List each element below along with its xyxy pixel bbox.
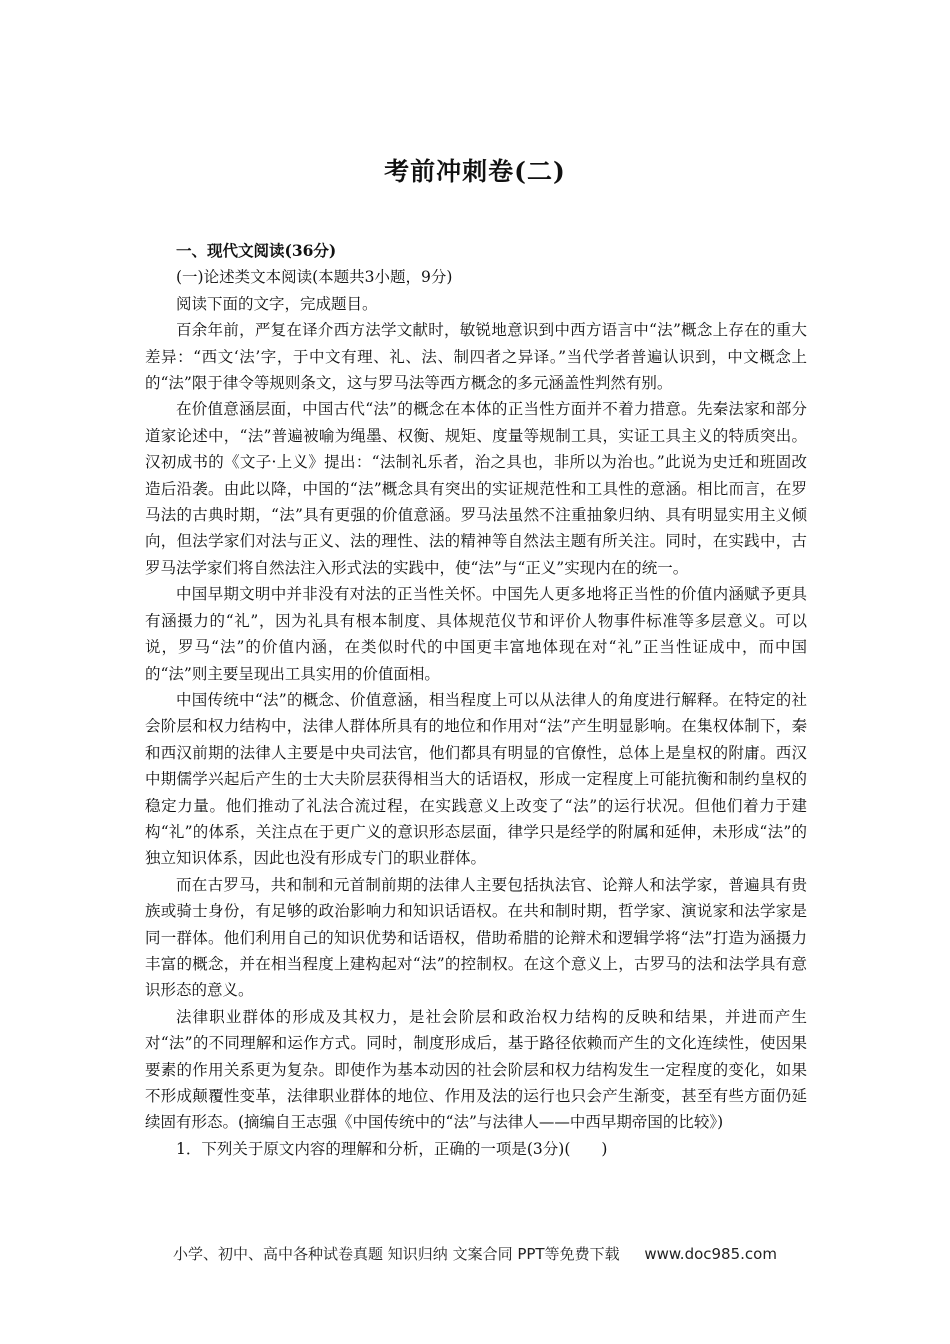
footer-site-link[interactable]: www.doc985.com bbox=[644, 1245, 777, 1263]
paragraph-1: 百余年前，严复在译介西方法学文献时，敏锐地意识到中西方语言中“法”概念上存在的重大差异：“西文‘法’字，于中文有理、礼、法、制四者之异译。”当代学者普遍认识到，中文概念上的“法”限于律令等规则条文，这与罗马法等西方概念的多元涵盖性判然有别。 bbox=[145, 321, 807, 393]
paragraph-3: 中国早期文明中并非没有对法的正当性关怀。中国先人更多地将正当性的价值内涵赋予更具有涵摄力的“礼”，因为礼具有根本制度、具体规范仪节和评价人物事件标准等多层意义。可以说，罗马“法”的价值内涵，在类似时代的中国更丰富地体现在对“礼”正当性证成中，而中国的“法”则主要呈现出工具实用的价值面相。 bbox=[145, 585, 807, 683]
paragraph-2: 在价值意涵层面，中国古代“法”的概念在本体的正当性方面并不着力措意。先秦法家和部分道家论述中，“法”普遍被喻为绳墨、权衡、规矩、度量等规制工具，实证工具主义的特质突出。汉初成书的《文子·上义》提出：“法制礼乐者，治之具也，非所以为治也。”此说为史迁和班固改造后沿袭。由此以降，中国的“法”概念具有突出的实证规范性和工具性的意涵。相比而言，在罗马法的古典时期，“法”具有更强的价值意涵。罗马法虽然不注重抽象归纳、具有明显实用主义倾向，但法学家们对法与正义、法的理性、法的精神等自然法主题有所关注。同时，在实践中，古罗马法学家们将自然法注入形式法的实践中，使“法”与“正义”实现内在的统一。 bbox=[145, 400, 807, 577]
question-1: 1．下列关于原文内容的理解和分析，正确的一项是(3分)( ) bbox=[176, 1139, 608, 1158]
paragraph-4: 中国传统中“法”的概念、价值意涵，相当程度上可以从法律人的角度进行解释。在特定的社会阶层和权力结构中，法律人群体所具有的地位和作用对“法”产生明显影响。在集权体制下，秦和西汉前期的法律人主要是中央司法官，他们都具有明显的官僚性，总体上是皇权的附庸。西汉中期儒学兴起后产生的士大夫阶层获得相当大的话语权，形成一定程度上可能抗衡和制约皇权的稳定力量。他们推动了礼法合流过程，在实践意义上改变了“法”的运行状况。但他们着力于建构“礼”的体系，关注点在于更广义的意识形态层面，律学只是经学的附属和延伸，未形成“法”的独立知识体系，因此也没有形成专门的职业群体。 bbox=[145, 690, 807, 868]
document-title: 考前冲刺卷(二) bbox=[384, 157, 566, 186]
document-body bbox=[145, 238, 807, 1162]
footer-text: 小学、初中、高中各种试卷真题 知识归纳 文案合同 PPT等免费下载 bbox=[173, 1245, 620, 1263]
section-heading: 一、现代文阅读(36分) bbox=[176, 241, 337, 260]
paragraph-6: 法律职业群体的形成及其权力，是社会阶层和政治权力结构的反映和结果，并进而产生对“法”的不同理解和运作方式。同时，制度形成后，基于路径依赖而产生的文化连续性，使因果要素的作用关系更为复杂。即使作为基本动因的社会阶层和权力结构发生一定程度的变化，如果不形成颠覆性变革，法律职业群体的地位、作用及法的运行也只会产生渐变，甚至有些方面仍延续固有形态。(摘编自王志强《中国传统中的“法”与法律人——中西早期帝国的比较》) bbox=[145, 1007, 807, 1132]
section-subheading: (一)论述类文本阅读(本题共3小题，9分) bbox=[176, 268, 453, 287]
paragraph-5: 而在古罗马，共和制和元首制前期的法律人主要包括执法官、论辩人和法学家，普遍具有贵族或骑士身份，有足够的政治影响力和知识话语权。在共和制时期，哲学家、演说家和法学家是同一群体。他们利用自己的知识优势和话语权，借助希腊的论辩术和逻辑学将“法”打造为涵摄力丰富的概念，并在相当程度上建构起对“法”的控制权。在这个意义上，古罗马的法和法学具有意识形态的意义。 bbox=[145, 875, 807, 1000]
reading-instruction: 阅读下面的文字，完成题目。 bbox=[176, 294, 378, 313]
page-footer bbox=[0, 1243, 950, 1264]
